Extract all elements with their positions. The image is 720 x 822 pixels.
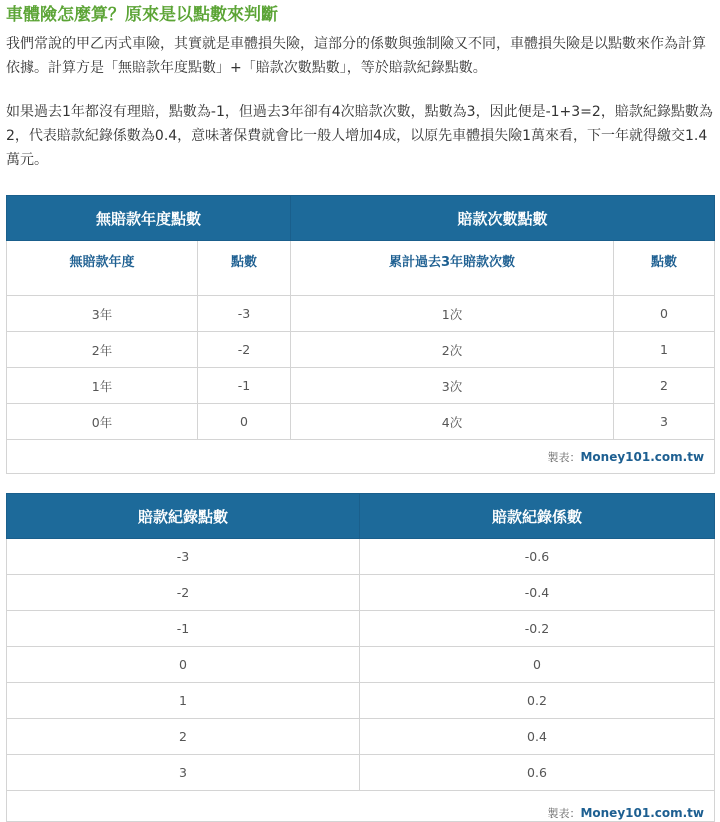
cell: 0年 bbox=[7, 404, 198, 440]
subheader-no-claim-years: 無賠款年度 bbox=[7, 241, 198, 296]
article-heading: 車體險怎麼算？原來是以點數來判斷 bbox=[6, 5, 278, 25]
table-row bbox=[7, 647, 715, 683]
paragraph-example: 如果過去1年都沒有理賠，點數為-1，但過去3年卻有4次賠款次數，點數為3，因此便是-1+3=2，賠款紀錄點數為2，代表賠款紀錄係數為0.4，意味著保費就會比一般人增加4成，以原先車體損失險1萬來看，下一年就得繳交1.4萬元。 bbox=[6, 104, 713, 168]
table-row bbox=[7, 719, 715, 755]
cell: 2 bbox=[614, 368, 715, 404]
cell: 0 bbox=[614, 296, 715, 332]
source-credit bbox=[7, 440, 715, 474]
paragraph-intro: 我們常說的甲乙丙式車險，其實就是車體損失險，這部分的係數與強制險又不同，車體損失險是以點數來作為計算依據。計算方是「無賠款年度點數」+「賠款次數點數」，等於賠款紀錄點數。 bbox=[6, 36, 706, 76]
cell: 2次 bbox=[291, 332, 614, 368]
source-brand: Money101.com.tw bbox=[580, 806, 704, 820]
cell: 3次 bbox=[291, 368, 614, 404]
cell: 0.2 bbox=[360, 683, 715, 719]
header-claim-record-points: 賠款紀錄點數 bbox=[7, 494, 360, 539]
cell: 0 bbox=[7, 647, 360, 683]
table-row bbox=[7, 404, 715, 440]
cell: -2 bbox=[7, 575, 360, 611]
cell: 0 bbox=[360, 647, 715, 683]
cell: 3年 bbox=[7, 296, 198, 332]
table-row bbox=[7, 755, 715, 791]
table-row bbox=[7, 611, 715, 647]
subheader-points: 點數 bbox=[198, 241, 291, 296]
table-row bbox=[7, 368, 715, 404]
table-row bbox=[7, 332, 715, 368]
cell: 1 bbox=[614, 332, 715, 368]
subheader-points: 點數 bbox=[614, 241, 715, 296]
source-label: 製表： bbox=[547, 807, 581, 820]
cell: 1 bbox=[7, 683, 360, 719]
cell: 0.6 bbox=[360, 755, 715, 791]
table-row bbox=[7, 539, 715, 575]
source-credit bbox=[7, 791, 715, 822]
points-table bbox=[6, 195, 715, 474]
cell: 0 bbox=[198, 404, 291, 440]
cell: -0.2 bbox=[360, 611, 715, 647]
header-no-claim-points: 無賠款年度點數 bbox=[7, 196, 291, 241]
cell: -3 bbox=[198, 296, 291, 332]
source-brand: Money101.com.tw bbox=[580, 449, 705, 464]
source-label: 製表： bbox=[547, 450, 581, 464]
cell: 1次 bbox=[291, 296, 614, 332]
cell: 2 bbox=[7, 719, 360, 755]
coefficient-table bbox=[6, 493, 715, 822]
cell: 3 bbox=[614, 404, 715, 440]
cell: 4次 bbox=[291, 404, 614, 440]
header-claim-count-points: 賠款次數點數 bbox=[291, 196, 715, 241]
subheader-claim-count: 累計過去3年賠款次數 bbox=[291, 241, 614, 296]
cell: -3 bbox=[7, 539, 360, 575]
cell: -0.4 bbox=[360, 575, 715, 611]
table-row bbox=[7, 296, 715, 332]
cell: -0.6 bbox=[360, 539, 715, 575]
cell: -2 bbox=[198, 332, 291, 368]
cell: 1年 bbox=[7, 368, 198, 404]
header-claim-record-coefficient: 賠款紀錄係數 bbox=[360, 494, 715, 539]
table-row bbox=[7, 575, 715, 611]
table-row bbox=[7, 683, 715, 719]
cell: 0.4 bbox=[360, 719, 715, 755]
cell: 3 bbox=[7, 755, 360, 791]
cell: -1 bbox=[7, 611, 360, 647]
cell: -1 bbox=[198, 368, 291, 404]
cell: 2年 bbox=[7, 332, 198, 368]
